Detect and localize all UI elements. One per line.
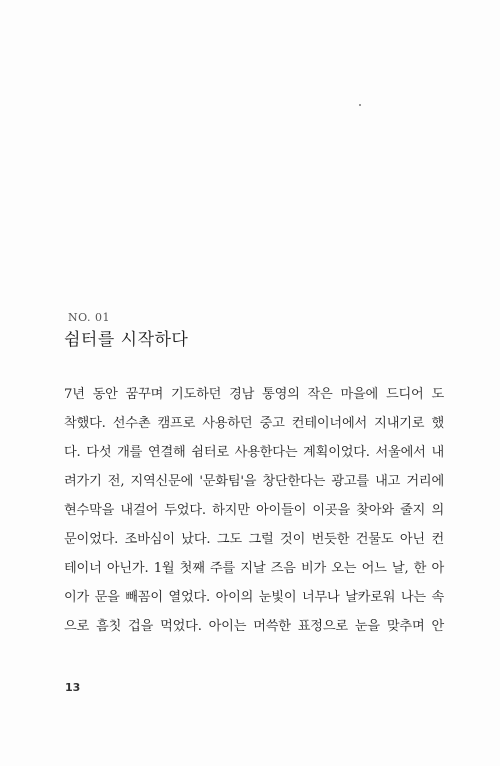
body-line: 려가기 전, 지역신문에 '문화팀'을 창단한다는 광고를 내고 거리에 [64,474,444,489]
body-line: 7년 동안 꿈꾸며 기도하던 경남 통영의 작은 마을에 드디어 도 [64,387,444,402]
print-speck [359,104,361,106]
chapter-title: 쉼터를 시작하다 [64,330,189,350]
chapter-number: NO. 01 [68,311,110,324]
body-line: 다. 다섯 개를 연결해 쉼터로 사용한다는 계획이었다. 서울에서 내 [64,445,444,460]
body-line: 현수막을 내걸어 두었다. 하지만 아이들이 이곳을 찾아와 줄지 의 [64,503,444,518]
body-line: 테이너 아닌가. 1월 첫째 주를 지날 즈음 비가 오는 어느 날, 한 아 [64,561,444,576]
body-paragraph [64,380,444,641]
body-line: 이가 문을 빼꼼이 열었다. 아이의 눈빛이 너무나 날카로워 나는 속 [64,590,444,605]
body-line: 으로 흠칫 겁을 먹었다. 아이는 머쓱한 표정으로 눈을 맞추며 안 [64,619,444,634]
body-line: 착했다. 선수촌 캠프로 사용하던 중고 컨테이너에서 지내기로 했 [64,416,444,431]
body-line: 문이었다. 조바심이 났다. 그도 그럴 것이 번듯한 건물도 아닌 컨 [64,532,444,547]
page-number: 13 [65,681,81,694]
